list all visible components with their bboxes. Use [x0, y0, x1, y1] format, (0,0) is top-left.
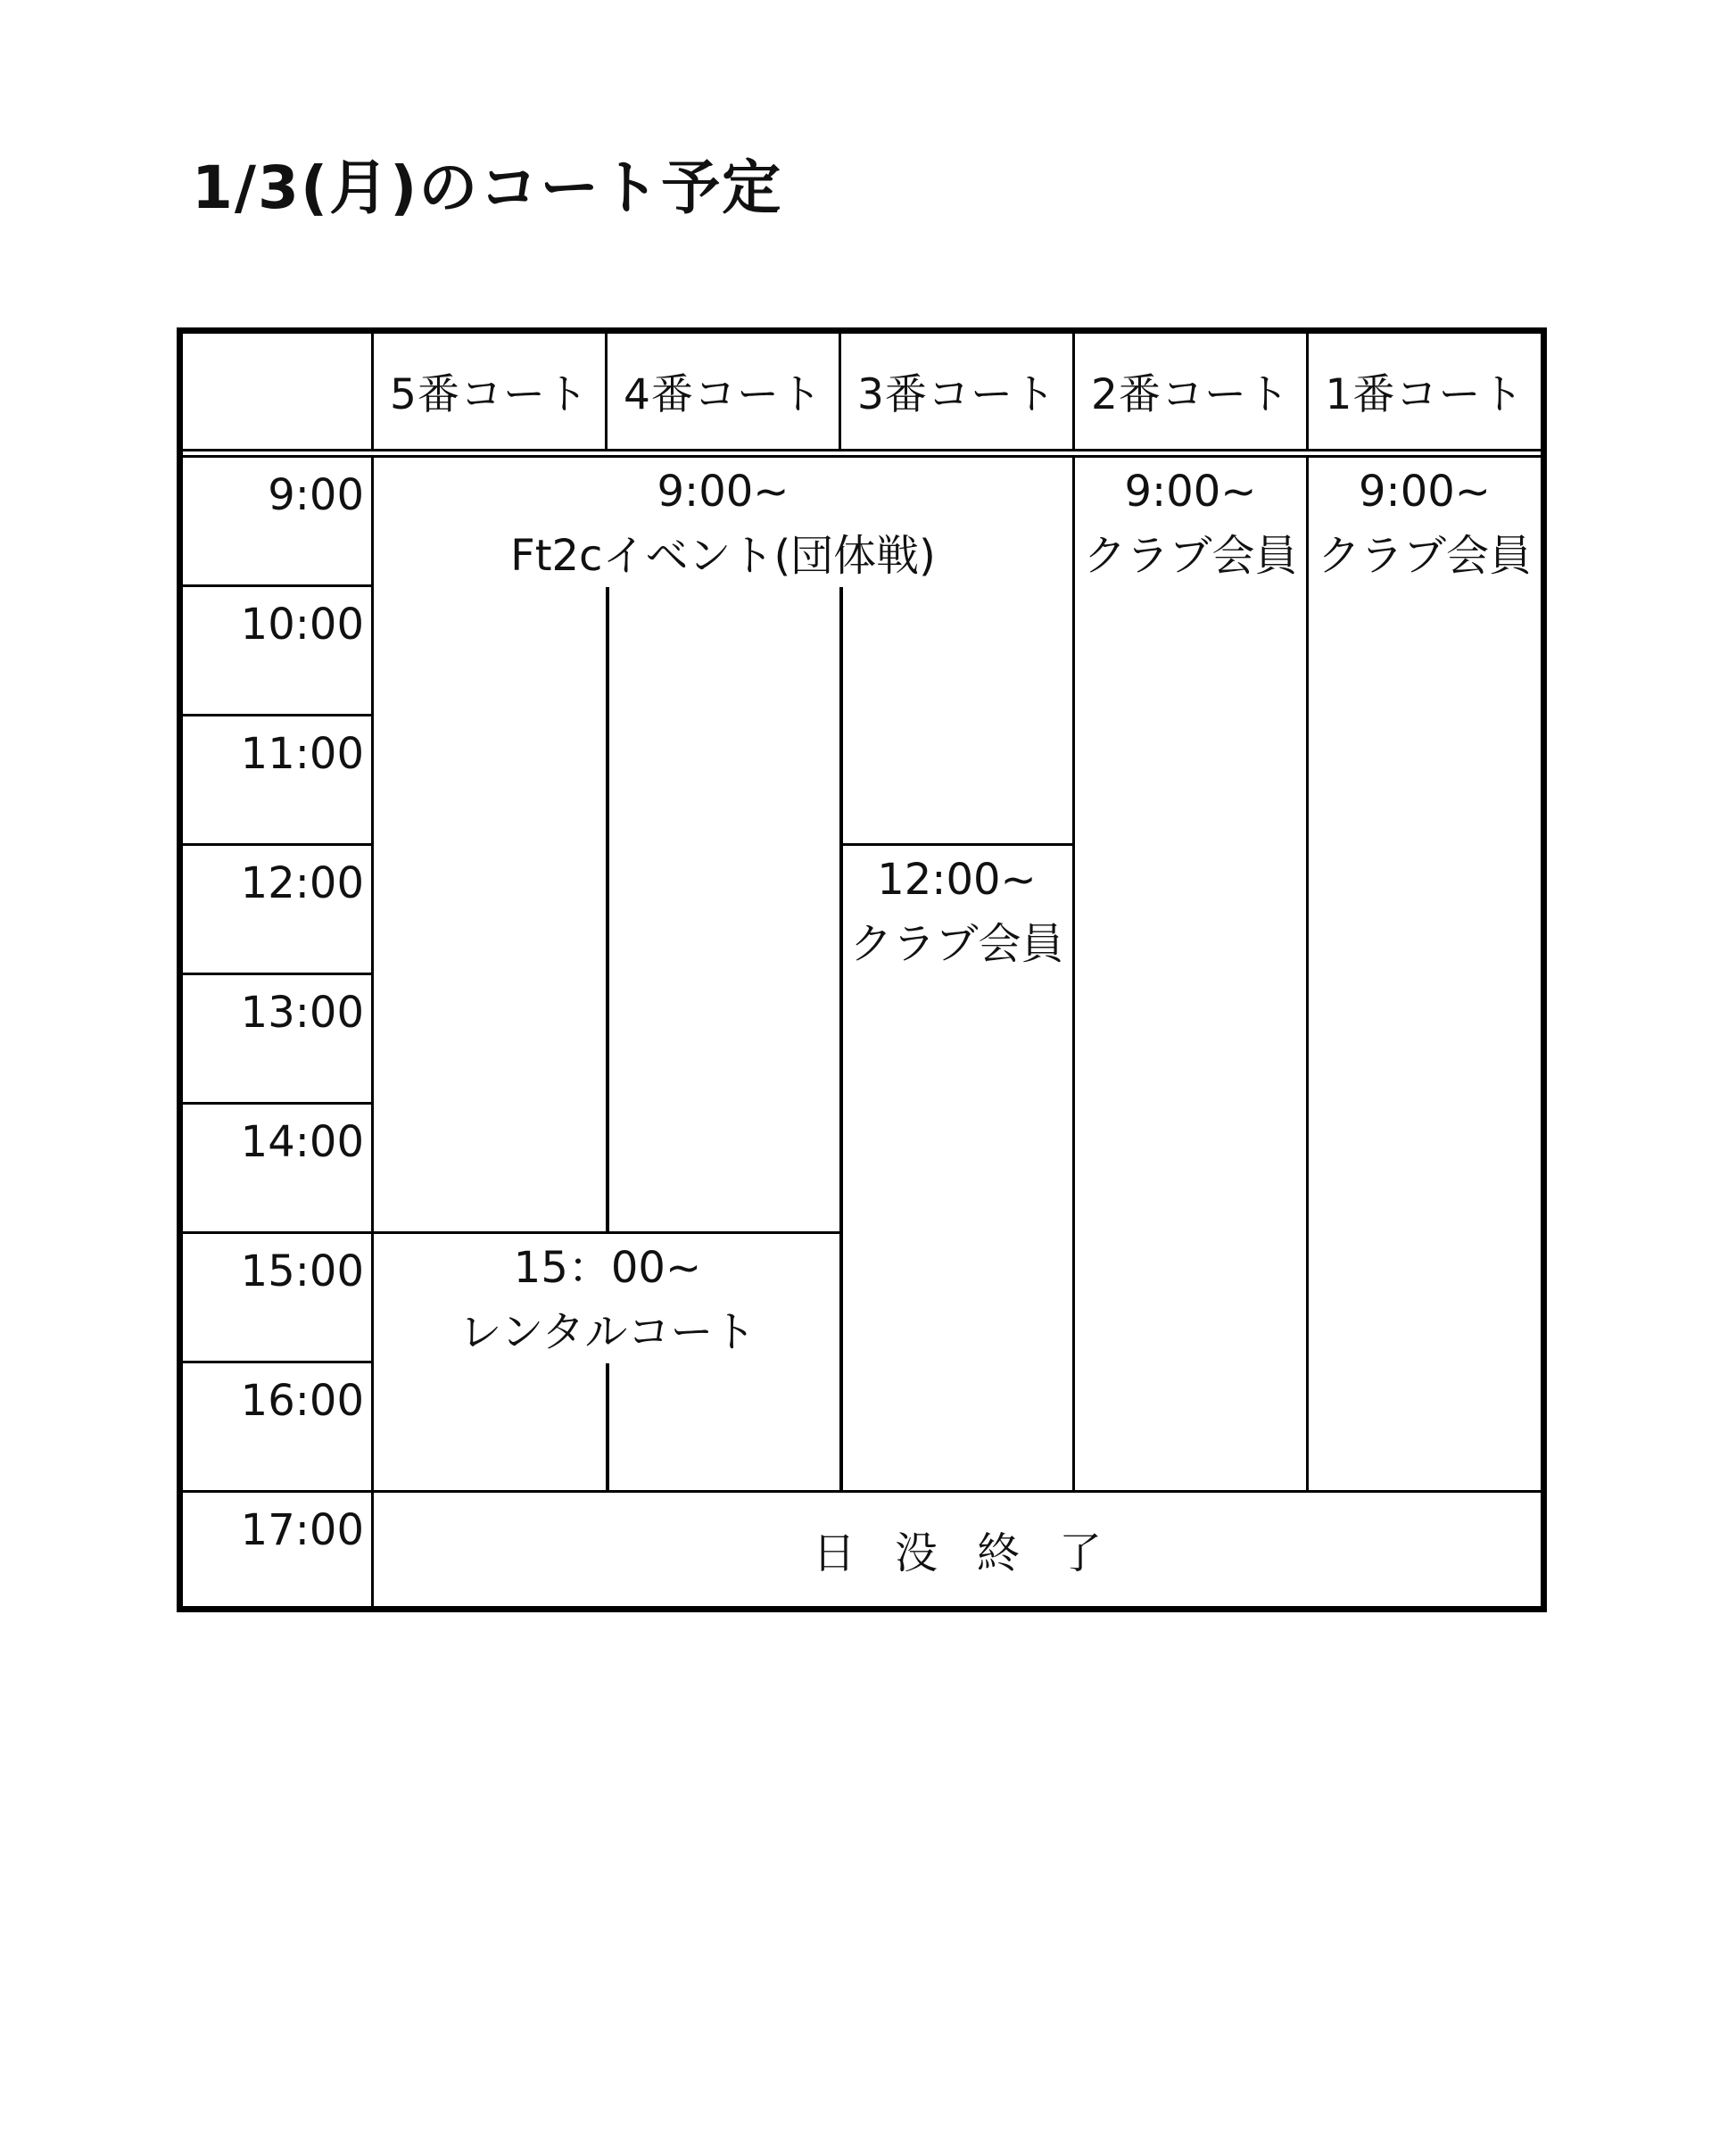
- ft2c-divider-5-4: [606, 587, 609, 1234]
- event-ft2c-time: 9:00~: [657, 467, 789, 517]
- time-label-14: 14:00: [183, 1105, 374, 1234]
- event-court3-club-label: クラブ会員: [849, 919, 1064, 969]
- event-court2-club-label: クラブ会員: [1083, 531, 1298, 581]
- corner-cell: [183, 334, 374, 451]
- event-court1-club-label: クラブ会員: [1317, 531, 1532, 581]
- sunset-end-cell: 日没終了: [812, 1528, 1141, 1578]
- time-label-13: 13:00: [183, 975, 374, 1105]
- time-label-11: 11:00: [183, 716, 374, 846]
- court-header-3: 3番コート: [841, 334, 1075, 451]
- event-court3-club: [841, 846, 1075, 1493]
- time-label-10: 10:00: [183, 587, 374, 716]
- event-court1-club-time: 9:00~: [1358, 467, 1491, 517]
- time-label-17: 17:00: [183, 1493, 374, 1606]
- event-court2-club: [1075, 458, 1309, 1493]
- time-label-9: 9:00: [183, 458, 374, 587]
- court-schedule-table: [177, 327, 1547, 1612]
- time-label-16: 16:00: [183, 1363, 374, 1493]
- court-header-5: 5番コート: [374, 334, 608, 451]
- header-divider: [183, 449, 1541, 458]
- time-label-12: 12:00: [183, 846, 374, 975]
- event-court3-club-time: 12:00~: [877, 855, 1037, 905]
- event-rental-label: レンタルコート: [459, 1307, 756, 1357]
- court-header-1: 1番コート: [1309, 334, 1541, 451]
- event-ft2c-label: Ft2cイベント(団体戦): [510, 531, 936, 581]
- time-label-15: 15:00: [183, 1234, 374, 1363]
- event-court2-club-time: 9:00~: [1124, 467, 1257, 517]
- court-header-4: 4番コート: [608, 334, 841, 451]
- page-title: 1/3(月)のコート予定: [192, 153, 783, 222]
- rental-divider-5-4: [606, 1363, 609, 1493]
- event-rental-time: 15：00~: [513, 1243, 702, 1293]
- event-court1-club: [1309, 458, 1541, 1493]
- court-header-2: 2番コート: [1075, 334, 1309, 451]
